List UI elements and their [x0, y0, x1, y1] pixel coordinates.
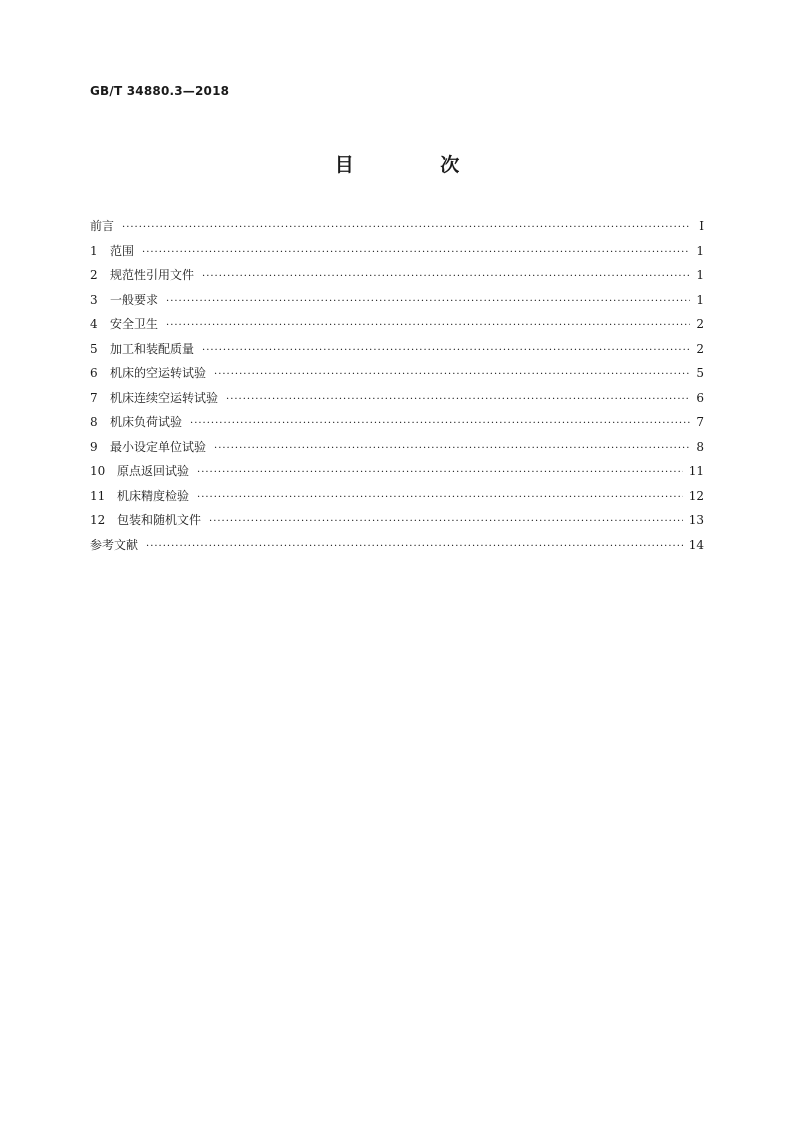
toc-entry-page: 14 — [688, 537, 704, 552]
toc-entry-label: 规范性引用文件 — [110, 268, 195, 282]
toc-leader-dots — [146, 535, 683, 560]
toc-list — [90, 214, 704, 557]
toc-entry-label: 机床连续空运转试验 — [110, 390, 219, 405]
toc-entry-page: 1 — [696, 243, 704, 258]
toc-entry-page: Ⅰ — [699, 219, 704, 233]
toc-entry-references[interactable] — [90, 533, 704, 558]
toc-entry-foreword[interactable] — [90, 214, 704, 239]
toc-entry-8[interactable] — [90, 410, 704, 435]
toc-leader-dots — [122, 216, 690, 241]
toc-entry-5[interactable] — [90, 337, 704, 362]
toc-entry-page: 11 — [688, 464, 704, 478]
toc-leader-dots — [226, 388, 690, 413]
toc-leader-dots — [197, 461, 683, 486]
toc-entry-4[interactable] — [90, 312, 704, 337]
toc-entry-label: 一般要求 — [110, 292, 159, 307]
toc-entry-label: 参考文献 — [90, 537, 139, 552]
toc-entry-page: 7 — [696, 415, 704, 429]
toc-entry-label: 机床负荷试验 — [110, 415, 183, 429]
toc-entry-11[interactable] — [90, 484, 704, 509]
toc-entry-label: 加工和装配质量 — [110, 341, 195, 356]
toc-entry-number: 12 — [90, 513, 106, 527]
toc-entry-label: 包装和随机文件 — [117, 513, 202, 527]
toc-entry-number: 2 — [90, 268, 98, 282]
toc-entry-6[interactable] — [90, 361, 704, 386]
toc-entry-10[interactable] — [90, 459, 704, 484]
standard-code: GB/T 34880.3—2018 — [90, 84, 230, 98]
toc-entry-3[interactable] — [90, 288, 704, 313]
toc-entry-12[interactable] — [90, 508, 704, 533]
toc-entry-number: 1 — [90, 243, 98, 258]
toc-entry-label: 范围 — [110, 243, 135, 258]
toc-entry-2[interactable] — [90, 263, 704, 288]
toc-entry-page: 5 — [696, 366, 704, 380]
toc-leader-dots — [166, 290, 690, 315]
toc-entry-label: 原点返回试验 — [117, 464, 190, 478]
toc-entry-7[interactable] — [90, 386, 704, 411]
toc-leader-dots — [142, 241, 690, 266]
toc-entry-number: 7 — [90, 390, 98, 405]
toc-leader-dots — [214, 363, 690, 388]
toc-entry-page: 8 — [696, 439, 704, 454]
toc-entry-label: 安全卫生 — [110, 317, 159, 331]
toc-leader-dots — [190, 412, 690, 437]
toc-leader-dots — [166, 314, 690, 339]
toc-entry-label: 前言 — [90, 219, 115, 233]
toc-leader-dots — [197, 486, 683, 511]
toc-entry-page: 13 — [688, 513, 704, 527]
toc-entry-number: 5 — [90, 341, 98, 356]
toc-entry-page: 2 — [696, 317, 704, 331]
toc-entry-number: 8 — [90, 415, 98, 429]
toc-entry-9[interactable] — [90, 435, 704, 460]
toc-entry-page: 2 — [696, 341, 704, 356]
toc-entry-label: 机床精度检验 — [117, 488, 190, 503]
toc-entry-label: 机床的空运转试验 — [110, 366, 207, 380]
toc-entry-page: 1 — [696, 292, 704, 307]
toc-entry-number: 4 — [90, 317, 98, 331]
toc-entry-number: 9 — [90, 439, 98, 454]
toc-entry-page: 12 — [688, 488, 704, 503]
toc-entry-page: 1 — [696, 268, 704, 282]
toc-entry-number: 10 — [90, 464, 106, 478]
toc-entry-label: 最小设定单位试验 — [110, 439, 207, 454]
toc-leader-dots — [202, 265, 690, 290]
toc-entry-number: 11 — [90, 488, 106, 503]
toc-leader-dots — [202, 339, 690, 364]
toc-leader-dots — [214, 437, 690, 462]
toc-leader-dots — [209, 510, 683, 535]
page-title: 目 次 — [334, 154, 500, 176]
toc-entry-number: 6 — [90, 366, 98, 380]
toc-entry-page: 6 — [696, 390, 704, 405]
toc-entry-1[interactable] — [90, 239, 704, 264]
toc-entry-number: 3 — [90, 292, 98, 307]
